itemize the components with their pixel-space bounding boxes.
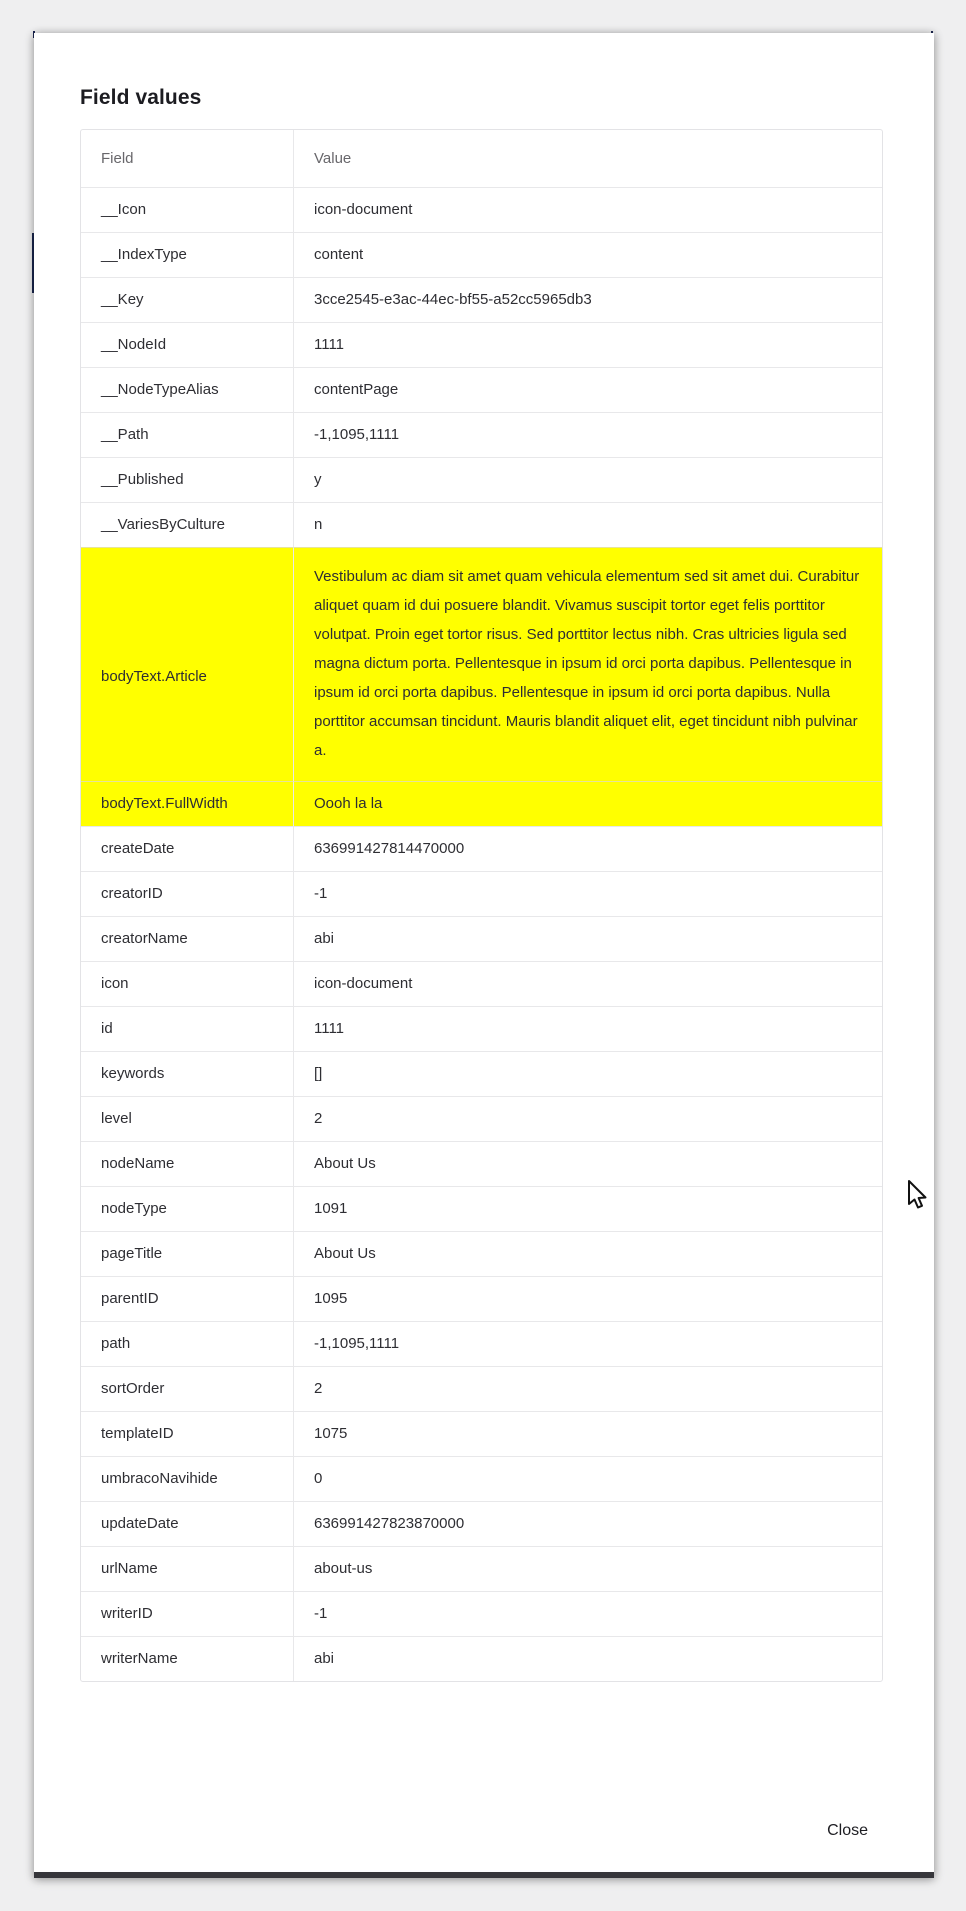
field-name-cell: creatorName: [81, 916, 294, 961]
field-name-cell: __NodeTypeAlias: [81, 367, 294, 412]
mouse-cursor-icon: [903, 1178, 929, 1214]
field-value-cell: 636991427823870000: [294, 1501, 882, 1546]
table-row: [81, 1186, 882, 1231]
field-values-modal: [34, 33, 934, 1878]
table-row: [81, 1546, 882, 1591]
table-row: [81, 1231, 882, 1276]
field-name-cell: templateID: [81, 1411, 294, 1456]
field-value-cell: About Us: [294, 1141, 882, 1186]
field-value-cell: Oooh la la: [294, 781, 882, 826]
field-values-table: [80, 129, 883, 1682]
field-name-cell: nodeType: [81, 1186, 294, 1231]
field-value-cell: 1095: [294, 1276, 882, 1321]
field-name-cell: nodeName: [81, 1141, 294, 1186]
modal-title: Field values: [80, 86, 202, 109]
field-value-cell: 3cce2545-e3ac-44ec-bf55-a52cc5965db3: [294, 277, 882, 322]
table-row: [81, 1456, 882, 1501]
field-name-cell: pageTitle: [81, 1231, 294, 1276]
field-name-cell: parentID: [81, 1276, 294, 1321]
field-value-cell: About Us: [294, 1231, 882, 1276]
field-name-cell: updateDate: [81, 1501, 294, 1546]
column-header-field: Field: [81, 130, 294, 187]
field-name-cell: writerID: [81, 1591, 294, 1636]
table-row: [81, 457, 882, 502]
field-name-cell: __IndexType: [81, 232, 294, 277]
table-row: [81, 187, 882, 232]
table-row: [81, 232, 882, 277]
field-name-cell: __Icon: [81, 187, 294, 232]
field-value-cell: about-us: [294, 1546, 882, 1591]
table-row: [81, 1051, 882, 1096]
field-value-cell: content: [294, 232, 882, 277]
table-row: [81, 277, 882, 322]
table-row: [81, 502, 882, 547]
field-value-cell: abi: [294, 916, 882, 961]
field-value-cell: 1111: [294, 322, 882, 367]
field-name-cell: umbracoNavihide: [81, 1456, 294, 1501]
table-row: [81, 1636, 882, 1681]
table-body: [81, 187, 882, 1681]
field-name-cell: level: [81, 1096, 294, 1141]
table-row: [81, 1366, 882, 1411]
field-name-cell: bodyText.FullWidth: [81, 781, 294, 826]
table-row: [81, 547, 882, 781]
field-name-cell: id: [81, 1006, 294, 1051]
table-row: [81, 961, 882, 1006]
field-name-cell: creatorID: [81, 871, 294, 916]
table-row: [81, 1276, 882, 1321]
field-value-cell: abi: [294, 1636, 882, 1681]
table-row: [81, 781, 882, 826]
table-header-row: [81, 130, 882, 187]
table-row: [81, 1591, 882, 1636]
table-row: [81, 1501, 882, 1546]
field-value-cell: icon-document: [294, 187, 882, 232]
field-value-cell: 1111: [294, 1006, 882, 1051]
field-name-cell: __NodeId: [81, 322, 294, 367]
modal-content: [34, 33, 934, 1682]
table-row: [81, 1321, 882, 1366]
field-value-cell: 1075: [294, 1411, 882, 1456]
field-value-cell: Vestibulum ac diam sit amet quam vehicula elementum sed sit amet dui. Curabitur aliquet quam id dui posuere blandit. Vivamus suscipit tortor eget felis porttitor volutpat. Proin eget tortor risus. Sed porttitor lectus nibh. Cras ultricies ligula sed magna dictum porta. Pellentesque in ipsum id orci porta dapibus. Pellentesque in ipsum id orci porta dapibus. Pellentesque in ipsum id orci porta dapibus. Nulla porttitor accumsan tincidunt. Mauris blandit aliquet elit, eget tincidunt nibh pulvinar a.: [294, 547, 882, 781]
field-value-cell: y: [294, 457, 882, 502]
field-name-cell: bodyText.Article: [81, 547, 294, 781]
table-row: [81, 916, 882, 961]
close-button[interactable]: Close: [825, 1818, 870, 1844]
field-value-cell: 636991427814470000: [294, 826, 882, 871]
field-value-cell: contentPage: [294, 367, 882, 412]
field-name-cell: __Path: [81, 412, 294, 457]
table-row: [81, 412, 882, 457]
field-value-cell: -1: [294, 1591, 882, 1636]
field-value-cell: n: [294, 502, 882, 547]
table-row: [81, 871, 882, 916]
column-header-value: Value: [314, 150, 352, 167]
field-value-cell: 2: [294, 1366, 882, 1411]
table-row: [81, 322, 882, 367]
field-value-cell: -1: [294, 871, 882, 916]
table-row: [81, 1411, 882, 1456]
field-name-cell: createDate: [81, 826, 294, 871]
field-name-cell: __VariesByCulture: [81, 502, 294, 547]
table-row: [81, 1006, 882, 1051]
field-name-cell: keywords: [81, 1051, 294, 1096]
field-value-cell: icon-document: [294, 961, 882, 1006]
field-value-cell: -1,1095,1111: [294, 1321, 882, 1366]
field-name-cell: icon: [81, 961, 294, 1006]
table-row: [81, 1141, 882, 1186]
field-name-cell: __Published: [81, 457, 294, 502]
field-value-cell: 2: [294, 1096, 882, 1141]
table-row: [81, 826, 882, 871]
field-name-cell: sortOrder: [81, 1366, 294, 1411]
field-value-cell: []: [294, 1051, 882, 1096]
field-value-cell: 0: [294, 1456, 882, 1501]
field-value-cell: 1091: [294, 1186, 882, 1231]
field-value-cell: -1,1095,1111: [294, 412, 882, 457]
field-name-cell: __Key: [81, 277, 294, 322]
field-name-cell: writerName: [81, 1636, 294, 1681]
field-name-cell: path: [81, 1321, 294, 1366]
table-row: [81, 367, 882, 412]
table-row: [81, 1096, 882, 1141]
field-name-cell: urlName: [81, 1546, 294, 1591]
